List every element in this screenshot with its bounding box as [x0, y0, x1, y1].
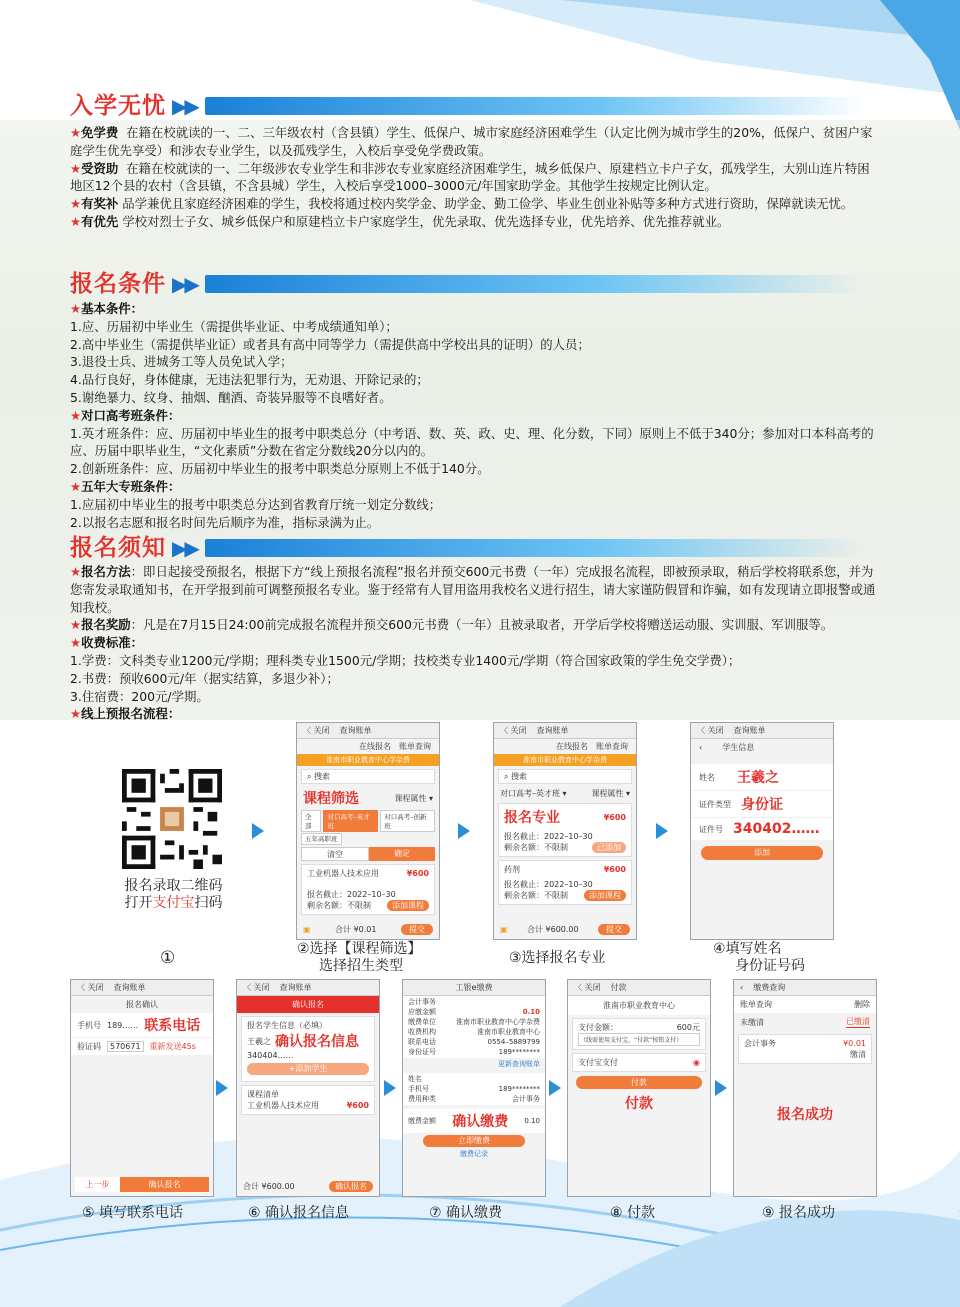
bill-amount: ¥0.01 [843, 1039, 866, 1048]
field-value: 189******** [498, 1085, 540, 1093]
field-label: 姓名 [699, 772, 715, 782]
course-list-label: 课程清单 [247, 1090, 279, 1099]
paragraph: 学校对烈士子女、城乡低保户和原建档立卡户家庭学生，优先录取、优先选择专业，优先培养、优先推荐就业。 [122, 213, 730, 229]
caption-line: ④填写姓名 [713, 941, 782, 957]
annotation-success: 报名成功 [777, 1107, 833, 1123]
screen-title: 缴费查询 [753, 983, 786, 992]
field-value: 0.10 [522, 1008, 540, 1016]
step-caption-9: ⑨ 报名成功 [762, 1205, 836, 1221]
list-item: 4.品行良好，身体健康，无违法犯罪行为，无劝退、开除记录的； [70, 372, 429, 388]
filter-option-selected[interactable]: 对口高考–英才班 [323, 810, 378, 832]
deadline-text: 报名截止：2022–10–30 [504, 832, 593, 841]
quota-text: 剩余名额：不限制 [307, 901, 371, 910]
section-title: 报名须知 [70, 535, 166, 561]
flow-arrow-icon [216, 1080, 228, 1096]
tab-bill-query[interactable]: 账单查询 [740, 1000, 772, 1009]
caption-line: 报名录取二维码 [124, 878, 223, 894]
course-name: 工业机器人技术应用 [307, 869, 379, 878]
title-bar [205, 539, 865, 557]
double-chevron-icon: ▶▶ [172, 94, 197, 118]
screen-title: 查询账单 [733, 726, 766, 735]
tab-online-signup[interactable]: 在线报名 [359, 742, 391, 751]
step-caption-8: ⑧ 付款 [610, 1205, 656, 1221]
back-button[interactable]: 〈 关闭 [303, 726, 330, 735]
resend-button[interactable]: 重新发送45s [149, 1042, 196, 1051]
search-icon: ⌕ [504, 772, 509, 781]
label: 收费标准： [81, 635, 144, 651]
phone-input[interactable]: 189…… [107, 1020, 139, 1030]
amount-value: 600元 [676, 1023, 700, 1032]
list-item: 3.退役士兵、进城务工等人员免试入学； [70, 354, 293, 370]
list-item: 2.创新班条件：应、历届初中毕业生的报考中职类总分原则上不低于140分。 [70, 461, 490, 477]
field-label: 手机号 [408, 1085, 429, 1093]
flow-arrow-icon [715, 1080, 727, 1096]
screen-title: 查询账单 [279, 983, 312, 992]
cart-icon: ▣ [303, 925, 311, 934]
total-text: 合计 ¥0.01 [335, 925, 377, 934]
clear-button[interactable]: 清空 [301, 847, 369, 861]
screen-title: 查询账单 [339, 726, 372, 735]
info-label: 报名学生信息（必填） [247, 1021, 327, 1030]
search-input[interactable]: 搜索 [314, 772, 331, 781]
search-input[interactable]: 搜索 [511, 772, 528, 781]
submit-button[interactable]: 提交 [598, 924, 630, 935]
label: 报名奖励 [81, 617, 131, 633]
delete-button[interactable]: 删除 [854, 1000, 870, 1009]
label: 有优先 [81, 213, 119, 229]
field-value: 189******** [498, 1048, 540, 1056]
deadline-text: 报名截止：2022–10–30 [307, 890, 396, 899]
step-caption-6: ⑥ 确认报名信息 [248, 1205, 350, 1221]
list-item: 2.书费：预收600元/年（据实结算，多退少补）； [70, 670, 339, 686]
status-badge: 缴清 [850, 1050, 866, 1059]
phone-screen-2 [296, 722, 440, 940]
annotation-major: 报名专业 [504, 810, 560, 826]
org-name: 淮南市职业教育中心 [568, 996, 710, 1015]
screen-title: 工银e缴费 [455, 983, 493, 992]
label: 基本条件： [81, 301, 144, 316]
phone-screen-5 [70, 979, 214, 1197]
field-label: 证件类型 [699, 799, 731, 809]
section-header-3 [70, 534, 865, 562]
payment-note: （线需使用支付宝，“付款”按钮支付） [578, 1033, 700, 1046]
paragraph: 品学兼优且家庭经济困难的学生，我校将通过校内奖学金、助学金、勤工俭学、毕业生创业补贴等多种方式进行资助，保障就读无忧。 [122, 196, 854, 212]
field-label: 身份证号 [408, 1048, 436, 1056]
code-input[interactable]: 570671 [107, 1041, 144, 1052]
id-number-input[interactable]: 340402…… [733, 821, 820, 837]
caption-line: ②选择【课程筛选】 [297, 941, 422, 957]
field-label: 收费机构 [408, 1028, 436, 1036]
caption-line: 身份证号码 [735, 958, 805, 974]
pay-now-button[interactable]: 立即缴费 [423, 1135, 525, 1147]
label: 有奖补 [81, 196, 119, 212]
field-value: 淮南市职业教育中心 [477, 1028, 540, 1036]
list-item: 2.以报名志愿和报名时间先后顺序为准，指标录满为止。 [70, 514, 380, 530]
screen-title: 查询账单 [113, 983, 146, 992]
field-label: 联系电话 [408, 1038, 436, 1046]
id-type-select[interactable]: 身份证 [741, 797, 783, 813]
field-value: 0554–5889799 [487, 1038, 540, 1046]
step-caption-1: ① [160, 948, 176, 968]
section-3-text: ★报名方法：即日起接受预报名，根据下方“线上预报名流程”报名并预交600元书费（一年）完成报名流程，即被预录取，稍后学校将联系您，并为您寄发录取通知书，在开学报到前可调整预报名专业。鉴于经常有人冒用盗用我校名义进行招生，请大家谨防假冒和诈骗，如有发现请立即报警或通知我校。 ★报名奖励：凡是在7月15日24:00前完成报名流程并预交600元书费（一年）且被录取者，开学后学校将赠送运动服、实训服、军训服等。 ★收费标准： 1.学费：文科类专业1200元/学期；理科类专业1500元/学期；技校类专业1400元/学期（符合国家政策的学生免交学费）； 2.书费：预收600元/年（据实结算，多退少补）； 3.住宿费：200元/学期。 ★线上预报名流程： [70, 563, 880, 723]
filter-dropdown[interactable]: 对口高考–英才班 ▾ [500, 789, 567, 798]
submit-button[interactable]: 提交 [401, 924, 433, 935]
section-title: 报名条件 [70, 271, 166, 297]
caption-part: 扫码 [194, 895, 223, 911]
section-title: 学生信息 [722, 743, 755, 752]
confirm-signup-button[interactable]: 确认报名 [329, 1181, 373, 1192]
list-item: 1.应届初中毕业生的报考中职类总分达到省教育厅统一划定分数线； [70, 496, 442, 512]
refresh-bill-link[interactable]: 更新查询账单 [498, 1060, 540, 1068]
list-item: 3.住宿费：200元/学期。 [70, 688, 209, 704]
school-banner: 淮南市职业教育中心学杂费 [297, 754, 439, 766]
course-name: 工业机器人技术应用 [247, 1101, 319, 1110]
filter-option[interactable]: 对口高考–创新班 [380, 810, 435, 832]
double-chevron-icon: ▶▶ [172, 536, 197, 560]
qr-code[interactable] [120, 767, 224, 871]
back-button[interactable]: 〈 关闭 [574, 983, 601, 992]
pay-button[interactable]: 付款 [576, 1076, 702, 1089]
field-label: 费用种类 [408, 1095, 436, 1103]
section-header-2 [70, 270, 865, 298]
field-label: 缴费单位 [408, 1018, 436, 1026]
annotation-confirm-pay: 确认缴费 [452, 1114, 509, 1130]
label: 对口高考班条件： [81, 407, 181, 423]
annotation-pay: 付款 [625, 1096, 653, 1112]
prev-button[interactable]: 上一步 [75, 1177, 120, 1192]
field-label: 应缴金额 [408, 1008, 436, 1016]
annotation-phone: 联系电话 [144, 1018, 201, 1034]
back-chevron-icon[interactable]: ‹ [699, 743, 703, 752]
student-name: 王羲之 [247, 1036, 271, 1046]
screen-title: 查询账单 [536, 726, 569, 735]
student-id: 340404…… [247, 1051, 294, 1060]
phone-screen-9 [733, 979, 877, 1197]
payment-record-link[interactable]: 缴费记录 [460, 1150, 488, 1158]
deadline-text: 报名截止：2022–10–30 [504, 880, 593, 889]
list-item: 1.学费：文科类专业1200元/学期；理科类专业1500元/学期；技校类专业1400元/学期（符合国家政策的学生免交学费）； [70, 652, 741, 668]
section-header-1 [70, 92, 865, 120]
section-title: 报名确认 [126, 1000, 158, 1009]
section-title: 会计事务 [408, 998, 436, 1006]
section-title: 确认报名 [237, 996, 379, 1013]
field-label: 验证码 [77, 1042, 101, 1051]
back-button[interactable]: 〈 关闭 [77, 983, 104, 992]
step-caption-3: ③选择报名专业 [509, 950, 606, 966]
title-bar [205, 275, 865, 293]
field-label: 证件号 [699, 824, 723, 834]
qr-caption [116, 878, 231, 912]
phone-screen-8 [567, 979, 711, 1197]
back-button[interactable]: 〈 关闭 [243, 983, 270, 992]
confirm-signup-button[interactable]: 确认报名 [120, 1177, 209, 1192]
section-1-text: ★免学费 在籍在校就读的一、二、三年级农村（含县镇）学生、低保户、城市家庭经济困难学生（认定比例为城市学生的20%，低保户、贫困户家庭学生优先享受）和涉农专业学生，以及孤残学生，入校后享受免学费政策。 ★受资助 在籍在校就读的一、二年级涉农专业学生和非涉农专业家庭经济困难学生，城乡低保户、原建档立卡户子女，孤残学生，大别山连片特困地区12个县的农村（含县镇，不含县城）学生，入校后享受1000–3000元/年国家助学金。其他学生按规定比例认定。 ★有奖补 品学兼优且家庭经济困难的学生，我校将通过校内奖学金、助学金、勤工俭学、毕业生创业补贴等多种方式进行资助，保障就读无忧。 ★有优先 学校对烈士子女、城乡低保户和原建档立卡户家庭学生，优先录取、优先选择专业，优先培养、优先推荐就业。 [70, 125, 873, 229]
cart-icon: ▣ [500, 925, 508, 934]
caption-part: 打开 [124, 895, 153, 911]
back-button[interactable]: 〈 关闭 [697, 726, 724, 735]
confirm-button[interactable]: 确定 [369, 847, 435, 861]
alipay-text: 支付宝 [152, 895, 195, 911]
paragraph: 在籍在校就读的一、二年级涉农专业学生和非涉农专业家庭经济困难学生，城乡低保户、原建档立卡户子女，孤残学生，大别山连片特困地区12个县的农村（含县镇，不含县城）学生，入校后享受1000–3000元/年国家助学金。其他学生按规定比例认定。 [70, 160, 870, 194]
section-2-text: ★基本条件： 1.应、历届初中毕业生（需提供毕业证、中考成绩通知单）； 2.高中毕业生（需提供毕业证）或者具有高中同等学力（需提供高中学校出具的证明）的人员； 3.退役士兵、进城务工等人员免试入学； 4.品行良好，身体健康，无违法犯罪行为，无劝退、开除记录的； 5.谢绝暴力、纹身、抽烟、酗酒、奇装异服等不良嗜好者。 ★对口高考班条件： 1.英才班条件：应、历届初中毕业生的报考中职类总分（中考语、数、英、政、史、理、化分数，下同）原则上不低于340分；参加对口本科高考的应、历届中职毕业生，“文化素质”分数在省定分数线20分以内的。 2.创新班条件：应、历届初中毕业生的报考中职类总分原则上不低于140分。 ★五年大专班条件： 1.应届初中毕业生的报考中职类总分达到省教育厅统一划定分数线； 2.以报名志愿和报名时间先后顺序为准，指标录满为止。 [70, 300, 880, 531]
back-chevron-icon[interactable]: ‹ [740, 983, 744, 992]
add-button[interactable]: 添加 [701, 846, 823, 860]
section-title: 入学无忧 [70, 93, 166, 119]
phone-screen-3 [493, 722, 637, 940]
label: 线上预报名流程： [81, 706, 181, 722]
added-badge: 已添加 [592, 842, 626, 853]
title-bar [205, 97, 865, 115]
flow-arrow-icon [458, 823, 470, 839]
label: 五年大专班条件： [81, 478, 181, 494]
quota-text: 剩余名额：不限制 [504, 891, 568, 900]
phone-screen-4 [690, 722, 834, 940]
filter-dropdown[interactable]: 课程属性 ▾ [591, 789, 630, 798]
flow-arrow-icon [384, 1080, 396, 1096]
flow-arrow-icon [549, 1080, 561, 1096]
tab-unpaid[interactable]: 未缴清 [740, 1017, 764, 1027]
course-name: 药剂 [504, 865, 520, 874]
course-price: ¥600 [406, 869, 429, 878]
flow-arrow-icon [252, 823, 264, 839]
phone-screen-7 [402, 979, 546, 1197]
tab-online-signup[interactable]: 在线报名 [556, 742, 588, 751]
annotation-course-filter: 课程筛选 [303, 791, 359, 807]
add-course-button[interactable]: 添加课程 [387, 900, 429, 911]
label: 免学费 [81, 125, 119, 140]
course-price: ¥600 [346, 1101, 369, 1110]
paragraph: ：凡是在7月15日24:00前完成报名流程并预交600元书费（一年）且被录取者，开学后学校将赠送运动服、实训服、军训服等。 [130, 617, 834, 633]
step-caption-4 [713, 941, 805, 975]
payment-method[interactable]: 支付宝支付 [578, 1058, 618, 1067]
course-price: ¥600 [603, 865, 626, 874]
field-value: 0.10 [524, 1117, 540, 1125]
tab-bill-query[interactable]: 账单查询 [596, 742, 628, 751]
paragraph: ：即日起接受预报名，根据下方“线上预报名流程”报名并预交600元书费（一年）完成报名流程，即被预录取，稍后学校将联系您，并为您寄发录取通知书，在开学报到前可调整预报名专业。鉴于经常有人冒用盗用我校名义进行招生，请大家谨防假冒和诈骗，如有发现请立即报警或通知我校。 [70, 564, 876, 615]
step-caption-2 [297, 941, 422, 975]
add-course-button[interactable]: 添加课程 [584, 890, 626, 901]
total-text: 合计 ¥600.00 [526, 925, 579, 934]
screen-title: 付款 [610, 983, 627, 992]
filter-dropdown[interactable]: 课程属性 ▾ [394, 793, 433, 803]
bill-item: 会计事务 [744, 1039, 776, 1048]
label: 报名方法 [81, 564, 131, 579]
field-label: 姓名 [408, 1075, 422, 1083]
field-label: 缴费金额 [408, 1117, 436, 1125]
field-value: 淮南市职业教育中心学杂费 [456, 1018, 540, 1026]
back-button[interactable]: 〈 关闭 [500, 726, 527, 735]
list-item: 1.应、历届初中毕业生（需提供毕业证、中考成绩通知单）； [70, 318, 398, 334]
total-text: 合计 ¥600.00 [243, 1182, 295, 1191]
step-caption-7: ⑦ 确认缴费 [429, 1205, 503, 1221]
double-chevron-icon: ▶▶ [172, 272, 197, 296]
flow-arrow-icon [656, 823, 668, 839]
add-student-button[interactable]: +添加学生 [247, 1063, 369, 1075]
filter-option[interactable]: 全部 [301, 810, 321, 832]
field-value: 会计事务 [512, 1095, 540, 1103]
list-item: 1.英才班条件：应、历届初中毕业生的报考中职类总分（中考语、数、英、政、史、理、化分数，下同）原则上不低于340分；参加对口本科高考的应、历届中职毕业生，“文化素质”分数在省定分数线20分以内的。 [70, 425, 874, 459]
paragraph: 在籍在校就读的一、二、三年级农村（含县镇）学生、低保户、城市家庭经济困难学生（认定比例为城市学生的20%，低保户、贫困户家庭学生优先享受）和涉农专业学生，以及孤残学生，入校后享受免学费政策。 [70, 125, 873, 158]
tab-bill-query[interactable]: 账单查询 [399, 742, 431, 751]
name-input[interactable]: 王羲之 [737, 770, 779, 786]
field-label: 支付金额： [578, 1023, 618, 1032]
filter-option[interactable]: 五年高职班 [301, 833, 342, 845]
label: 受资助 [81, 160, 119, 176]
step-caption-5: ⑤ 填写联系电话 [82, 1205, 184, 1221]
annotation-confirm-info: 确认报名信息 [275, 1034, 359, 1050]
radio-selected-icon[interactable]: ◉ [693, 1058, 700, 1067]
phone-screen-6 [236, 979, 380, 1197]
quota-text: 剩余名额：不限制 [504, 843, 568, 852]
tab-paid[interactable]: 已缴清 [846, 1017, 870, 1026]
list-item: 5.谢绝暴力、纹身、抽烟、酗酒、奇装异服等不良嗜好者。 [70, 389, 392, 405]
course-price: ¥600 [603, 812, 626, 822]
list-item: 2.高中毕业生（需提供毕业证）或者具有高中同等学力（需提供高中学校出具的证明）的人员； [70, 336, 590, 352]
field-label: 手机号 [77, 1020, 101, 1030]
search-icon: ⌕ [307, 772, 312, 781]
school-banner: 淮南市职业教育中心学杂费 [494, 754, 636, 766]
caption-line: 选择招生类型 [319, 958, 403, 974]
